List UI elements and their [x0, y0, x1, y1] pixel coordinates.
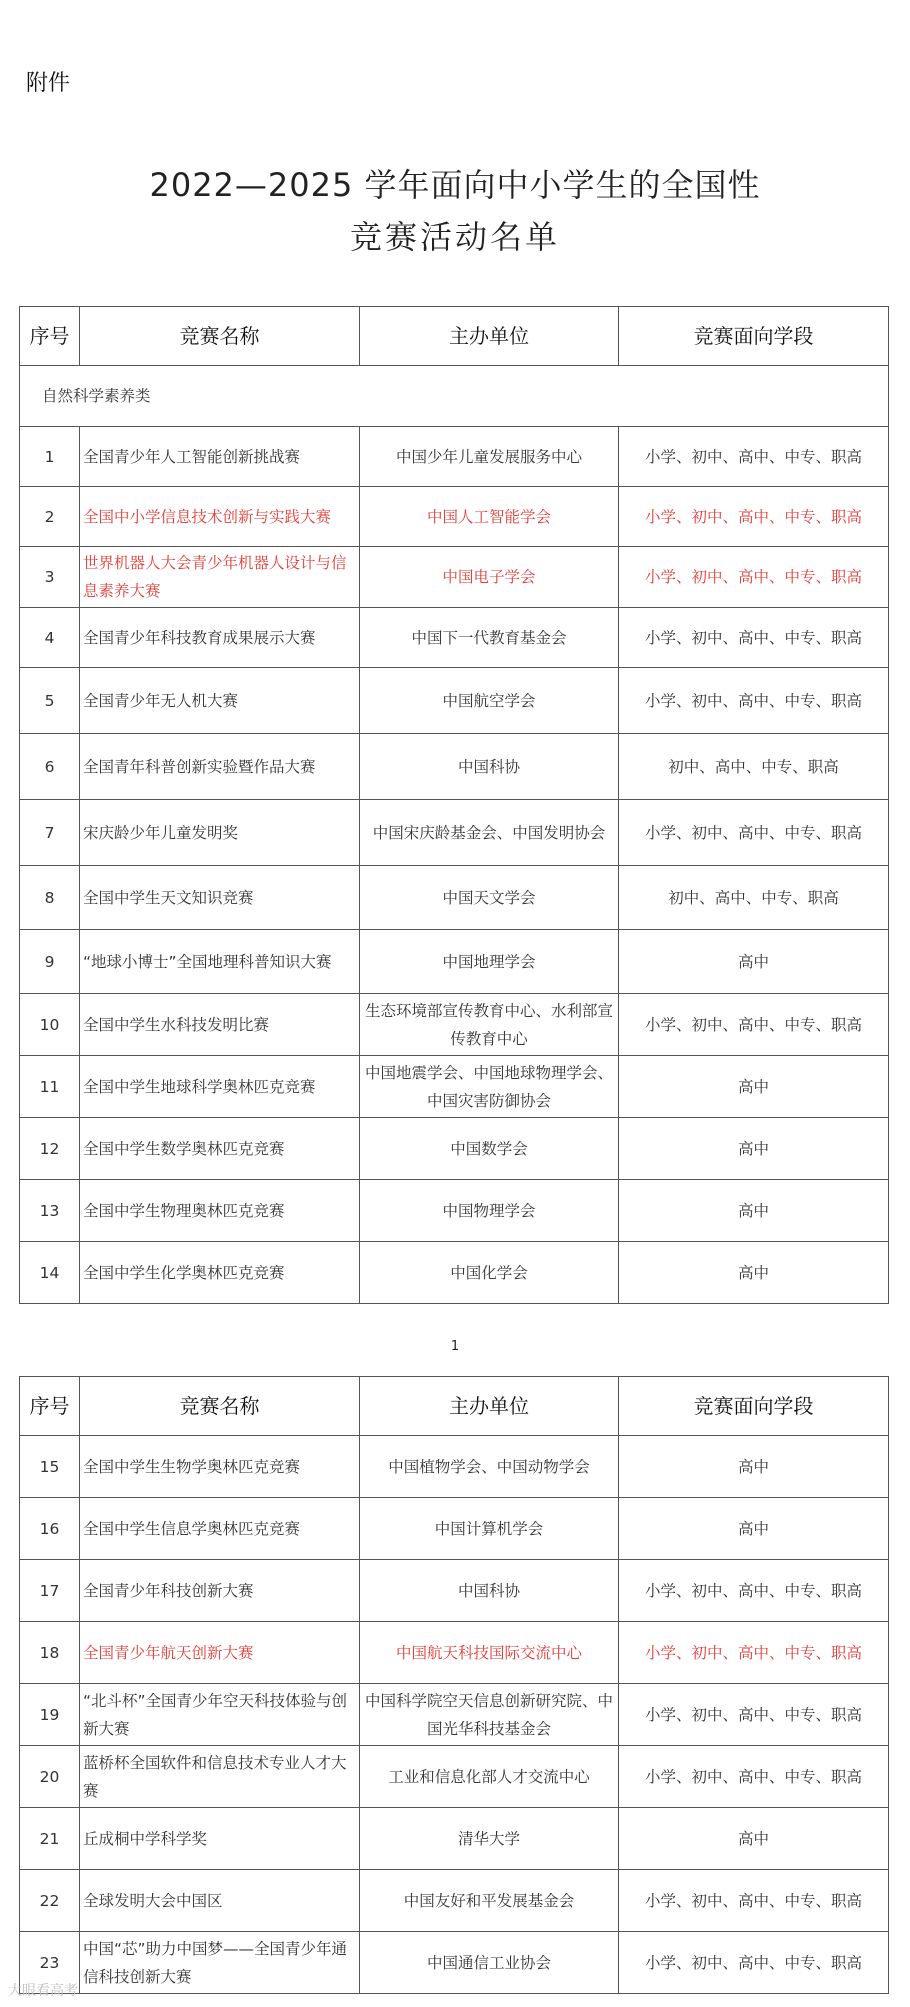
header-level: 竞赛面向学段: [619, 307, 889, 366]
header-number: 序号: [20, 307, 80, 366]
table-row: [20, 800, 889, 866]
number-cell: 9: [20, 930, 80, 994]
organizer-cell: 中国少年儿童发展服务中心: [360, 427, 619, 487]
header-level: 竞赛面向学段: [619, 1377, 889, 1436]
number-cell: 1: [20, 427, 80, 487]
competition-name-cell: “北斗杯”全国青少年空天科技体验与创新大赛: [80, 1684, 360, 1746]
organizer-cell: 中国通信工业协会: [360, 1932, 619, 1994]
level-cell: 小学、初中、高中、中专、职高: [619, 427, 889, 487]
header-name: 竞赛名称: [80, 1377, 360, 1436]
level-cell: 高中: [619, 1118, 889, 1180]
competition-name-cell: 全国中学生物理奥林匹克竞赛: [80, 1180, 360, 1242]
table-row: [20, 1436, 889, 1498]
level-cell: 小学、初中、高中、中专、职高: [619, 668, 889, 734]
competition-name-cell: 全国中学生数学奥林匹克竞赛: [80, 1118, 360, 1180]
table-row: [20, 1560, 889, 1622]
level-cell: 高中: [619, 1056, 889, 1118]
table-row: [20, 668, 889, 734]
level-cell: 初中、高中、中专、职高: [619, 866, 889, 930]
number-cell: 19: [20, 1684, 80, 1746]
competition-name-cell: 全国青少年科技创新大赛: [80, 1560, 360, 1622]
competition-name-cell: 丘成桐中学科学奖: [80, 1808, 360, 1870]
organizer-cell: 中国科协: [360, 734, 619, 800]
organizer-cell: 中国植物学会、中国动物学会: [360, 1436, 619, 1498]
table-row: [20, 930, 889, 994]
table-header-row: [20, 1377, 889, 1436]
competition-name-cell: 全国青年科普创新实验暨作品大赛: [80, 734, 360, 800]
competition-name-cell: 全国青少年科技教育成果展示大赛: [80, 608, 360, 668]
organizer-cell: 中国化学会: [360, 1242, 619, 1304]
header-number: 序号: [20, 1377, 80, 1436]
competition-name-cell: 全国青少年航天创新大赛: [80, 1622, 360, 1684]
level-cell: 小学、初中、高中、中专、职高: [619, 547, 889, 608]
competition-name-cell: 全国中学生生物学奥林匹克竞赛: [80, 1436, 360, 1498]
table-row: [20, 1242, 889, 1304]
table-row: [20, 1180, 889, 1242]
competition-name-cell: 蓝桥杯全国软件和信息技术专业人才大赛: [80, 1746, 360, 1808]
competition-name-cell: 全球发明大会中国区: [80, 1870, 360, 1932]
competition-name-cell: 中国“芯”助力中国梦——全国青少年通信科技创新大赛: [80, 1932, 360, 1994]
number-cell: 11: [20, 1056, 80, 1118]
competition-name-cell: 宋庆龄少年儿童发明奖: [80, 800, 360, 866]
organizer-cell: 中国航空学会: [360, 668, 619, 734]
level-cell: 高中: [619, 1436, 889, 1498]
level-cell: 小学、初中、高中、中专、职高: [619, 1932, 889, 1994]
level-cell: 小学、初中、高中、中专、职高: [619, 1870, 889, 1932]
table-row: [20, 1498, 889, 1560]
table-row: [20, 427, 889, 487]
table-row: [20, 608, 889, 668]
table-row: [20, 1684, 889, 1746]
number-cell: 3: [20, 547, 80, 608]
level-cell: 小学、初中、高中、中专、职高: [619, 487, 889, 547]
table-row: [20, 1870, 889, 1932]
competition-name-cell: 全国中学生化学奥林匹克竞赛: [80, 1242, 360, 1304]
table-row: [20, 1056, 889, 1118]
table-row: [20, 1932, 889, 1994]
table-row: [20, 734, 889, 800]
table-row: [20, 1746, 889, 1808]
number-cell: 4: [20, 608, 80, 668]
header-organizer: 主办单位: [360, 307, 619, 366]
number-cell: 12: [20, 1118, 80, 1180]
number-cell: 21: [20, 1808, 80, 1870]
level-cell: 初中、高中、中专、职高: [619, 734, 889, 800]
table-row: [20, 1118, 889, 1180]
organizer-cell: 中国友好和平发展基金会: [360, 1870, 619, 1932]
organizer-cell: 工业和信息化部人才交流中心: [360, 1746, 619, 1808]
organizer-cell: 中国航天科技国际交流中心: [360, 1622, 619, 1684]
level-cell: 小学、初中、高中、中专、职高: [619, 1684, 889, 1746]
header-organizer: 主办单位: [360, 1377, 619, 1436]
table-row: [20, 1622, 889, 1684]
competition-table-page2: [19, 1376, 889, 1994]
competition-name-cell: 全国中学生天文知识竞赛: [80, 866, 360, 930]
organizer-cell: 清华大学: [360, 1808, 619, 1870]
organizer-cell: 中国下一代教育基金会: [360, 608, 619, 668]
number-cell: 7: [20, 800, 80, 866]
number-cell: 15: [20, 1436, 80, 1498]
number-cell: 22: [20, 1870, 80, 1932]
document-title-line2: 竞赛活动名单: [349, 218, 560, 256]
organizer-cell: 中国物理学会: [360, 1180, 619, 1242]
organizer-cell: 中国宋庆龄基金会、中国发明协会: [360, 800, 619, 866]
level-cell: 小学、初中、高中、中专、职高: [619, 1622, 889, 1684]
number-cell: 16: [20, 1498, 80, 1560]
table-row: [20, 547, 889, 608]
document-title-line1: 2022—2025 学年面向中小学生的全国性: [149, 166, 761, 204]
organizer-cell: 中国天文学会: [360, 866, 619, 930]
number-cell: 17: [20, 1560, 80, 1622]
organizer-cell: 生态环境部宣传教育中心、水利部宣传教育中心: [360, 994, 619, 1056]
level-cell: 小学、初中、高中、中专、职高: [619, 800, 889, 866]
table-row: [20, 866, 889, 930]
number-cell: 6: [20, 734, 80, 800]
level-cell: 小学、初中、高中、中专、职高: [619, 608, 889, 668]
level-cell: 高中: [619, 1180, 889, 1242]
organizer-cell: 中国电子学会: [360, 547, 619, 608]
category-row: [20, 366, 889, 427]
competition-name-cell: 全国中学生水科技发明比赛: [80, 994, 360, 1056]
competition-name-cell: “地球小博士”全国地理科普知识大赛: [80, 930, 360, 994]
organizer-cell: 中国地震学会、中国地球物理学会、中国灾害防御协会: [360, 1056, 619, 1118]
number-cell: 23: [20, 1932, 80, 1994]
organizer-cell: 中国计算机学会: [360, 1498, 619, 1560]
competition-name-cell: 全国中学生信息学奥林匹克竞赛: [80, 1498, 360, 1560]
organizer-cell: 中国科协: [360, 1560, 619, 1622]
level-cell: 高中: [619, 1498, 889, 1560]
level-cell: 小学、初中、高中、中专、职高: [619, 1560, 889, 1622]
organizer-cell: 中国科学院空天信息创新研究院、中国光华科技基金会: [360, 1684, 619, 1746]
competition-name-cell: 全国青少年人工智能创新挑战赛: [80, 427, 360, 487]
table-row: [20, 994, 889, 1056]
number-cell: 5: [20, 668, 80, 734]
level-cell: 小学、初中、高中、中专、职高: [619, 1746, 889, 1808]
attachment-label: 附件: [26, 71, 71, 96]
category-label: 自然科学素养类: [20, 366, 889, 427]
level-cell: 高中: [619, 1808, 889, 1870]
number-cell: 14: [20, 1242, 80, 1304]
organizer-cell: 中国地理学会: [360, 930, 619, 994]
number-cell: 10: [20, 994, 80, 1056]
table-header-row: [20, 307, 889, 366]
level-cell: 高中: [619, 1242, 889, 1304]
number-cell: 20: [20, 1746, 80, 1808]
header-name: 竞赛名称: [80, 307, 360, 366]
table-row: [20, 487, 889, 547]
table-row: [20, 1808, 889, 1870]
level-cell: 小学、初中、高中、中专、职高: [619, 994, 889, 1056]
competition-name-cell: 全国青少年无人机大赛: [80, 668, 360, 734]
organizer-cell: 中国数学会: [360, 1118, 619, 1180]
level-cell: 高中: [619, 930, 889, 994]
competition-table-page1: [19, 306, 889, 1304]
watermark: 大眼看高考: [8, 1983, 78, 1999]
number-cell: 2: [20, 487, 80, 547]
number-cell: 13: [20, 1180, 80, 1242]
number-cell: 18: [20, 1622, 80, 1684]
competition-name-cell: 全国中小学信息技术创新与实践大赛: [80, 487, 360, 547]
organizer-cell: 中国人工智能学会: [360, 487, 619, 547]
page-number: 1: [450, 1339, 460, 1354]
competition-name-cell: 世界机器人大会青少年机器人设计与信息素养大赛: [80, 547, 360, 608]
number-cell: 8: [20, 866, 80, 930]
competition-name-cell: 全国中学生地球科学奥林匹克竞赛: [80, 1056, 360, 1118]
